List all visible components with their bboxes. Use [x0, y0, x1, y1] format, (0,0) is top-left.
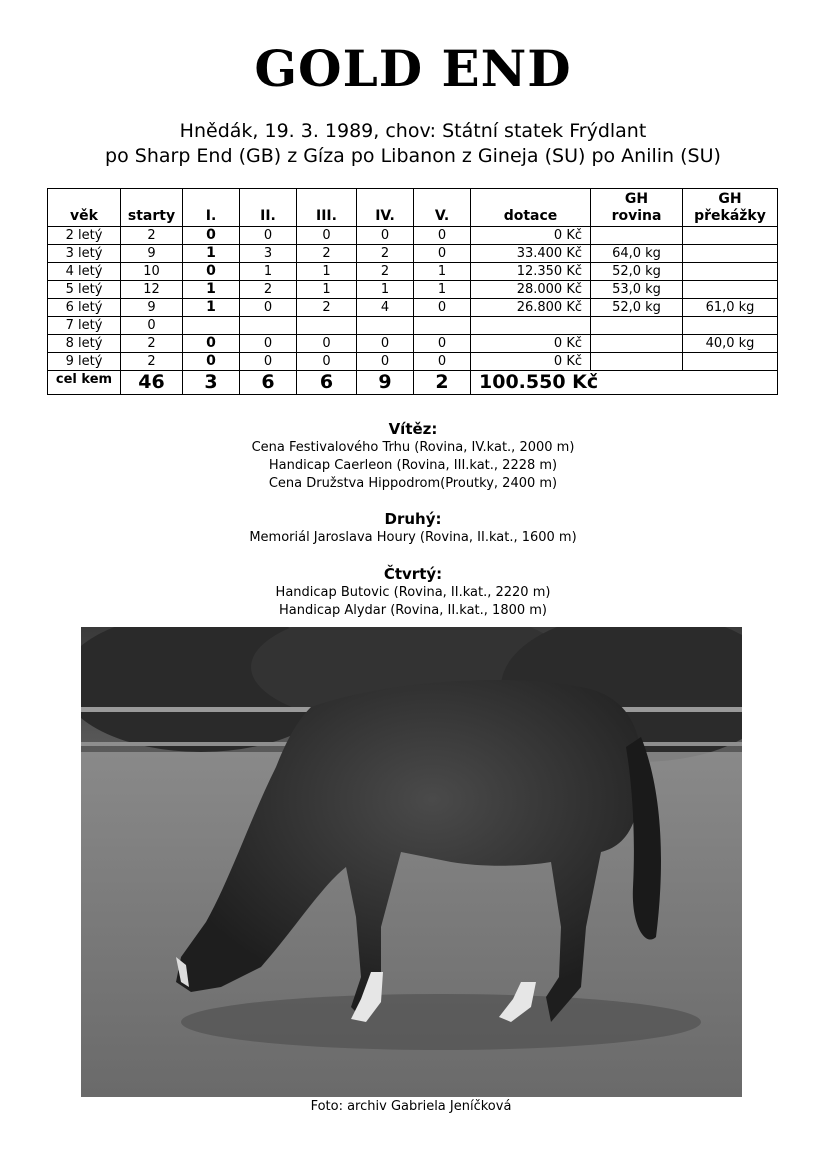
cell-gh-flat: 52,0 kg [591, 299, 683, 317]
cell-fifth: 0 [414, 335, 471, 353]
cell-fourth: 0 [357, 335, 414, 353]
cell-starts: 2 [121, 227, 183, 245]
cell-gh-jump [683, 263, 778, 281]
second-place-heading: Druhý: [384, 510, 442, 528]
cell-first: 0 [183, 263, 240, 281]
cell-first: 1 [183, 245, 240, 263]
cell-starts: 9 [121, 299, 183, 317]
total-prize: 100.550 Kč [471, 371, 778, 395]
cell-third [297, 317, 357, 335]
cell-second [240, 317, 297, 335]
total-first: 3 [183, 371, 240, 395]
horse-info: Hnědák, 19. 3. 1989, chov: Státní statek Frýdlant [179, 120, 647, 142]
total-third: 6 [297, 371, 357, 395]
cell-second: 0 [240, 227, 297, 245]
cell-starts: 0 [121, 317, 183, 335]
cell-age: 7 letý [48, 317, 121, 335]
col-header-age: věk [48, 189, 121, 227]
cell-age: 6 letý [48, 299, 121, 317]
cell-fourth: 0 [357, 227, 414, 245]
cell-age: 3 letý [48, 245, 121, 263]
table-header-row [48, 189, 778, 227]
table-row [48, 299, 778, 317]
cell-gh-flat: 53,0 kg [591, 281, 683, 299]
cell-fourth: 0 [357, 353, 414, 371]
cell-gh-jump [683, 245, 778, 263]
col-header-fourth: IV. [357, 189, 414, 227]
cell-fifth: 1 [414, 263, 471, 281]
second-place-section [0, 510, 826, 547]
total-row [48, 371, 778, 395]
cell-third: 1 [297, 263, 357, 281]
cell-gh-jump [683, 227, 778, 245]
wins-section [0, 420, 826, 493]
table-row [48, 317, 778, 335]
cell-gh-jump: 61,0 kg [683, 299, 778, 317]
cell-starts: 2 [121, 335, 183, 353]
cell-third: 0 [297, 353, 357, 371]
gh-jump-line1: GH [718, 191, 742, 207]
table-row [48, 245, 778, 263]
col-header-third: III. [297, 189, 357, 227]
cell-third: 1 [297, 281, 357, 299]
cell-fourth [357, 317, 414, 335]
gh-flat-line2: rovina [611, 208, 662, 224]
pedigree-line: po Sharp End (GB) z Gíza po Libanon z Gineja (SU) po Anilin (SU) [105, 145, 721, 167]
table-row [48, 353, 778, 371]
cell-third: 0 [297, 335, 357, 353]
cell-second: 3 [240, 245, 297, 263]
cell-gh-jump [683, 281, 778, 299]
col-header-prize: dotace [471, 189, 591, 227]
gh-jump-line2: překážky [694, 208, 766, 224]
cell-fifth: 0 [414, 353, 471, 371]
total-second: 6 [240, 371, 297, 395]
win-race-item: Handicap Caerleon (Rovina, III.kat., 2228 m) [268, 458, 558, 473]
cell-prize: 26.800 Kč [471, 299, 591, 317]
cell-prize [471, 317, 591, 335]
col-header-gh-flat [591, 189, 683, 227]
cell-gh-jump [683, 353, 778, 371]
cell-third: 2 [297, 299, 357, 317]
cell-starts: 9 [121, 245, 183, 263]
table-row [48, 227, 778, 245]
cell-age: 8 letý [48, 335, 121, 353]
cell-gh-flat [591, 353, 683, 371]
cell-fifth: 0 [414, 227, 471, 245]
table-row [48, 281, 778, 299]
cell-first: 0 [183, 227, 240, 245]
cell-first: 0 [183, 353, 240, 371]
cell-prize: 0 Kč [471, 227, 591, 245]
fourth-place-section [0, 565, 826, 620]
cell-second: 0 [240, 335, 297, 353]
photo-caption: Foto: archiv Gabriela Jeníčková [310, 1099, 512, 1114]
cell-gh-flat: 64,0 kg [591, 245, 683, 263]
cell-first: 0 [183, 335, 240, 353]
cell-first: 1 [183, 299, 240, 317]
page-title: GOLD END [254, 39, 572, 98]
horse-shadow [181, 994, 701, 1050]
cell-gh-flat: 52,0 kg [591, 263, 683, 281]
cell-first [183, 317, 240, 335]
fourth-place-item: Handicap Butovic (Rovina, II.kat., 2220 m) [275, 585, 551, 600]
cell-gh-flat [591, 227, 683, 245]
cell-gh-jump [683, 317, 778, 335]
cell-fifth [414, 317, 471, 335]
cell-second: 2 [240, 281, 297, 299]
gh-flat-line1: GH [624, 191, 649, 207]
cell-starts: 12 [121, 281, 183, 299]
win-race-item: Cena Festivalového Trhu (Rovina, IV.kat., 2000 m) [251, 440, 575, 455]
cell-second: 0 [240, 353, 297, 371]
cell-prize: 28.000 Kč [471, 281, 591, 299]
cell-starts: 2 [121, 353, 183, 371]
table-row [48, 335, 778, 353]
cell-age: 5 letý [48, 281, 121, 299]
cell-gh-flat [591, 317, 683, 335]
cell-gh-jump: 40,0 kg [683, 335, 778, 353]
col-header-second: II. [240, 189, 297, 227]
col-header-starts: starty [121, 189, 183, 227]
horse-photo [81, 627, 742, 1097]
cell-fifth: 1 [414, 281, 471, 299]
cell-fourth: 1 [357, 281, 414, 299]
wins-heading: Vítěz: [388, 420, 438, 438]
cell-prize: 33.400 Kč [471, 245, 591, 263]
win-race-item: Cena Družstva Hippodrom(Proutky, 2400 m) [268, 476, 558, 491]
cell-prize: 0 Kč [471, 353, 591, 371]
total-fifth: 2 [414, 371, 471, 395]
col-header-fifth: V. [414, 189, 471, 227]
cell-fifth: 0 [414, 245, 471, 263]
cell-prize: 0 Kč [471, 335, 591, 353]
cell-age: 4 letý [48, 263, 121, 281]
cell-fifth: 0 [414, 299, 471, 317]
second-place-item: Memoriál Jaroslava Houry (Rovina, II.kat., 1600 m) [249, 530, 577, 545]
cell-age: 2 letý [48, 227, 121, 245]
cell-fourth: 2 [357, 245, 414, 263]
total-fourth: 9 [357, 371, 414, 395]
cell-third: 0 [297, 227, 357, 245]
total-label: cel kem [48, 371, 121, 395]
cell-prize: 12.350 Kč [471, 263, 591, 281]
cell-second: 0 [240, 299, 297, 317]
cell-gh-flat [591, 335, 683, 353]
cell-starts: 10 [121, 263, 183, 281]
cell-fourth: 2 [357, 263, 414, 281]
total-starts: 46 [121, 371, 183, 395]
cell-first: 1 [183, 281, 240, 299]
fourth-place-item: Handicap Alydar (Rovina, II.kat., 1800 m) [279, 603, 547, 618]
cell-third: 2 [297, 245, 357, 263]
table-row [48, 263, 778, 281]
col-header-first: I. [183, 189, 240, 227]
fourth-place-heading: Čtvrtý: [383, 565, 443, 583]
cell-age: 9 letý [48, 353, 121, 371]
race-stats-table [47, 188, 778, 395]
cell-fourth: 4 [357, 299, 414, 317]
cell-second: 1 [240, 263, 297, 281]
col-header-gh-jump [683, 189, 778, 227]
